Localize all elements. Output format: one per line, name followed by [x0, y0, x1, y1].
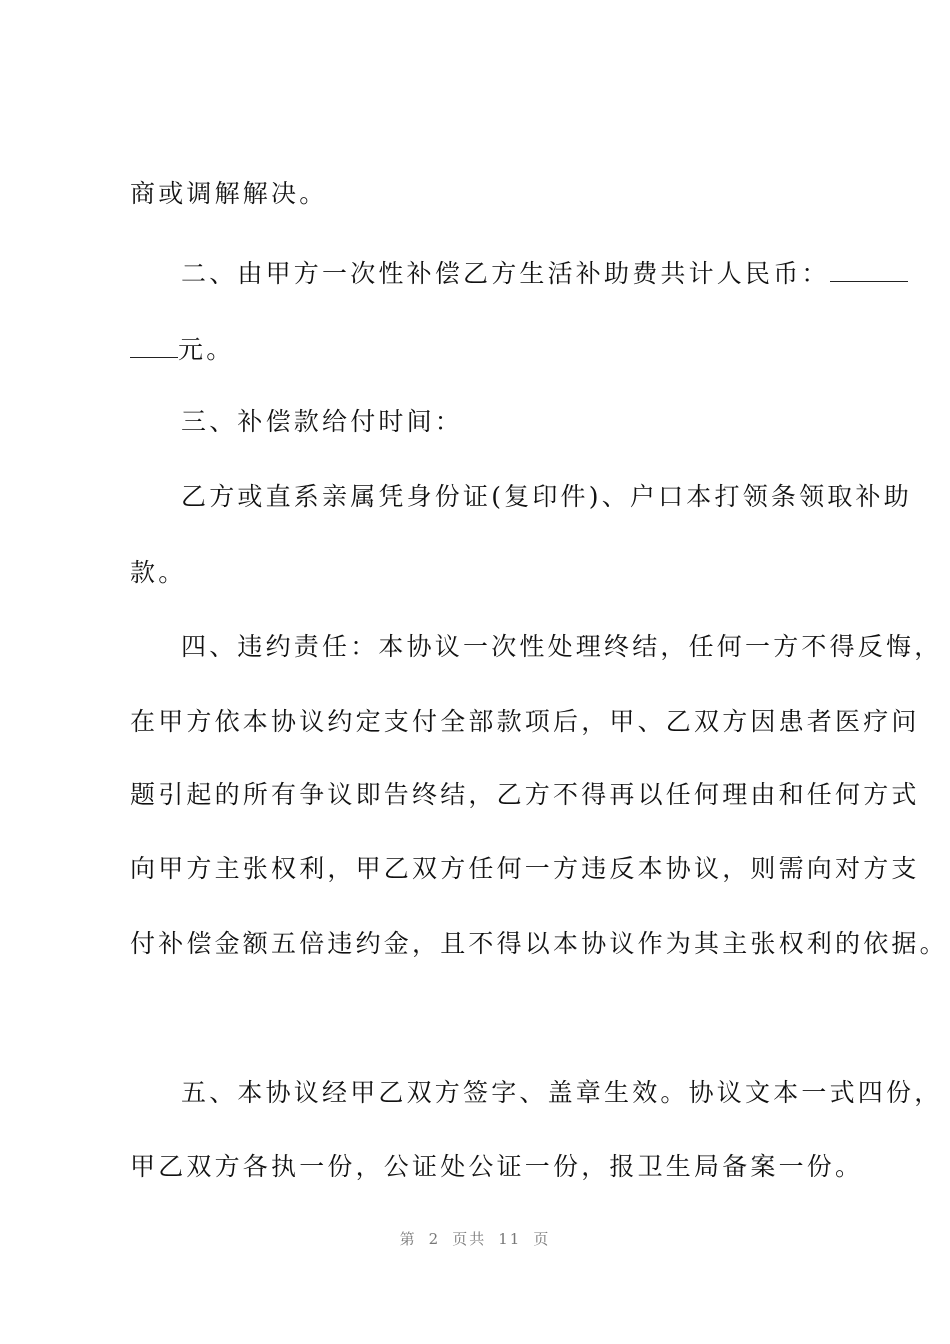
page-footer: [0, 1228, 950, 1249]
footer-suffix: 页: [533, 1230, 551, 1248]
paragraph-line: 在甲方依本协议约定支付全部款项后，甲、乙双方因患者医疗问: [130, 707, 920, 736]
paragraph-line: 商或调解解决。: [130, 179, 328, 208]
paragraph-line: 三、补偿款给付时间：: [181, 407, 464, 436]
amount-blank-continued: [130, 335, 178, 358]
paragraph-line: 题引起的所有争议即告终结，乙方不得再以任何理由和任何方式: [130, 780, 920, 809]
footer-prefix: 第: [399, 1230, 417, 1248]
paragraph-line: 甲乙双方各执一份，公证处公证一份，报卫生局备案一份。: [130, 1152, 864, 1181]
amount-blank: [830, 259, 908, 282]
paragraph-line: 乙方或直系亲属凭身份证(复印件)、户口本打领条领取补助: [181, 482, 912, 511]
paragraph-line: 五、本协议经甲乙双方签字、盖章生效。协议文本一式四份，: [181, 1078, 943, 1107]
paragraph-line: 四、违约责任：本协议一次性处理终结，任何一方不得反悔，: [181, 632, 943, 661]
paragraph-line: 付补偿金额五倍违约金，且不得以本协议作为其主张权利的依据。: [130, 929, 948, 958]
paragraph-line: [130, 334, 850, 366]
paragraph-line: 款。: [130, 558, 187, 587]
footer-total-pages: 11: [498, 1230, 522, 1248]
paragraph-line: 向甲方主张权利，甲乙双方任何一方违反本协议，则需向对方支: [130, 854, 920, 883]
footer-page-number: 2: [428, 1230, 441, 1248]
clause-two-text: 二、由甲方一次性补偿乙方生活补助费共计人民币：: [181, 259, 830, 288]
currency-unit: 元。: [178, 335, 235, 364]
footer-middle: 页共: [452, 1230, 487, 1248]
paragraph-line: [181, 258, 851, 290]
